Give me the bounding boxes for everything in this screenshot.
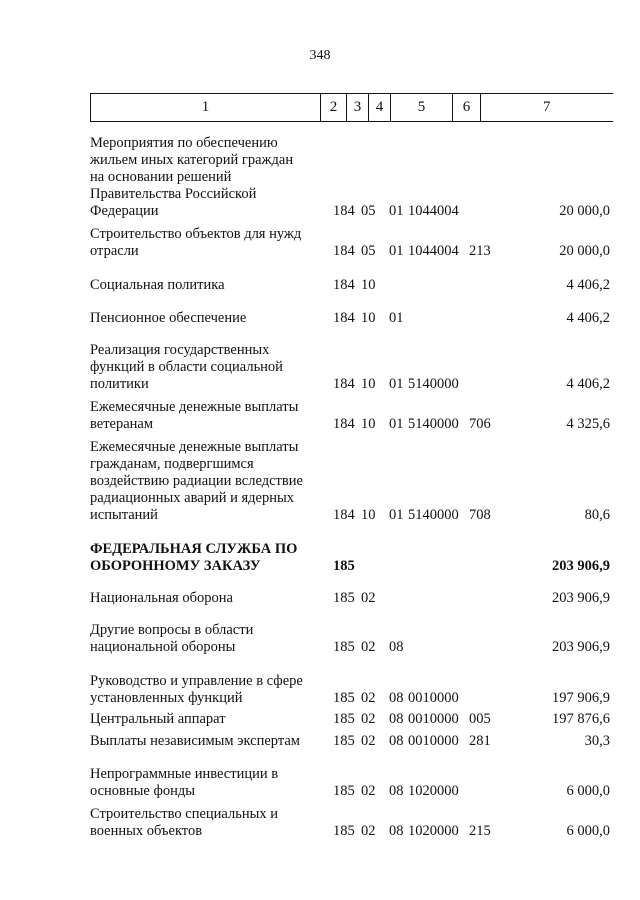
row-name-line: Реализация государственных (90, 342, 270, 358)
column-header-cell: 4 (369, 94, 391, 122)
code-ved: 185 (333, 639, 355, 655)
code-ved: 185 (333, 711, 355, 727)
table-row (0, 226, 640, 260)
code-csr: 5140000 (408, 416, 459, 432)
column-header-cell: 5 (391, 94, 453, 122)
row-amount: 80,6 (584, 507, 610, 523)
table-row (0, 342, 640, 393)
table-row (0, 541, 640, 575)
table-row (0, 806, 640, 840)
row-name-line: на основании решений (90, 169, 232, 185)
row-name-line: Строительство объектов для нужд (90, 226, 302, 242)
row-amount: 20 000,0 (559, 203, 610, 219)
code-pr: 08 (389, 711, 404, 727)
code-pr: 01 (389, 310, 404, 326)
code-pr: 08 (389, 690, 404, 706)
row-name-line: гражданам, подвергшимся (90, 456, 254, 472)
code-pr: 01 (389, 416, 404, 432)
row-name (90, 766, 325, 800)
code-ved: 185 (333, 823, 355, 839)
code-ved: 184 (333, 507, 355, 523)
row-name-line: жильем иных категорий граждан (90, 152, 294, 168)
row-amount: 30,3 (584, 733, 610, 749)
code-pr: 08 (389, 823, 404, 839)
row-amount: 6 000,0 (566, 783, 610, 799)
row-name-line: Социальная политика (90, 277, 225, 293)
row-name-line: политики (90, 376, 149, 392)
row-name (90, 277, 325, 294)
row-name-line: Федерации (90, 203, 159, 219)
code-pr: 01 (389, 507, 404, 523)
code-pr: 08 (389, 639, 404, 655)
row-amount: 6 000,0 (566, 823, 610, 839)
table-row (0, 135, 640, 220)
row-name-line: Выплаты независимым экспертам (90, 733, 300, 749)
code-ved: 184 (333, 416, 355, 432)
row-name-line: Строительство специальных и (90, 806, 278, 822)
row-name-line: основные фонды (90, 783, 195, 799)
code-csr: 1044004 (408, 203, 459, 219)
column-header-cell: 7 (481, 94, 613, 122)
row-name (90, 673, 325, 707)
row-name (90, 226, 325, 260)
code-vr: 708 (469, 507, 491, 523)
table-row (0, 277, 640, 294)
row-name (90, 135, 325, 220)
row-amount: 197 876,6 (552, 711, 610, 727)
table-row (0, 622, 640, 656)
code-rz: 05 (361, 243, 376, 259)
code-csr: 1020000 (408, 783, 459, 799)
code-csr: 0010000 (408, 690, 459, 706)
code-ved: 184 (333, 203, 355, 219)
column-header-cell: 6 (453, 94, 481, 122)
row-name-line: отрасли (90, 243, 139, 259)
code-csr: 1020000 (408, 823, 459, 839)
table-row (0, 399, 640, 433)
table-row (0, 439, 640, 524)
row-name-line: военных объектов (90, 823, 203, 839)
code-rz: 10 (361, 376, 376, 392)
row-name-line: Национальная оборона (90, 590, 233, 606)
row-amount: 4 325,6 (566, 416, 610, 432)
table-row (0, 711, 640, 728)
row-name-line: Другие вопросы в области (90, 622, 254, 638)
code-pr: 01 (389, 376, 404, 392)
code-pr: 08 (389, 783, 404, 799)
row-name-line: воздействию радиации вследствие (90, 473, 303, 489)
table-row (0, 673, 640, 707)
row-name-line: Пенсионное обеспечение (90, 310, 247, 326)
code-pr: 08 (389, 733, 404, 749)
row-name-line: Мероприятия по обеспечению (90, 135, 278, 151)
row-amount: 20 000,0 (559, 243, 610, 259)
page-number: 348 (309, 48, 331, 63)
code-vr: 215 (469, 823, 491, 839)
code-pr: 01 (389, 203, 404, 219)
code-ved: 184 (333, 376, 355, 392)
row-amount: 4 406,2 (566, 310, 610, 326)
table-row (0, 590, 640, 607)
code-rz: 02 (361, 711, 376, 727)
table-row (0, 310, 640, 327)
column-header-cell: 1 (91, 94, 321, 122)
column-header-cell: 2 (321, 94, 347, 122)
row-name (90, 541, 325, 575)
code-rz: 02 (361, 783, 376, 799)
code-ved: 184 (333, 243, 355, 259)
row-amount: 203 906,9 (552, 558, 610, 574)
row-name-line: Ежемесячные денежные выплаты (90, 399, 299, 415)
code-rz: 05 (361, 203, 376, 219)
code-ved: 185 (333, 690, 355, 706)
row-name (90, 399, 325, 433)
column-header-cell: 3 (347, 94, 369, 122)
column-header-row (91, 94, 613, 122)
row-name-line: ФЕДЕРАЛЬНАЯ СЛУЖБА ПО (90, 541, 298, 557)
code-csr: 5140000 (408, 376, 459, 392)
row-name-line: Руководство и управление в сфере (90, 673, 303, 689)
row-name (90, 711, 325, 728)
code-vr: 005 (469, 711, 491, 727)
row-name-line: функций в области социальной (90, 359, 283, 375)
row-name-line: установленных функций (90, 690, 243, 706)
code-vr: 706 (469, 416, 491, 432)
code-rz: 02 (361, 639, 376, 655)
code-csr: 1044004 (408, 243, 459, 259)
row-name (90, 733, 325, 750)
row-name-line: Непрограммные инвестиции в (90, 766, 279, 782)
code-rz: 02 (361, 733, 376, 749)
code-rz: 10 (361, 507, 376, 523)
row-name (90, 590, 325, 607)
row-name-line: ветеранам (90, 416, 154, 432)
row-name-line: Центральный аппарат (90, 711, 226, 727)
code-rz: 10 (361, 416, 376, 432)
row-name (90, 622, 325, 656)
row-name-line: ОБОРОННОМУ ЗАКАЗУ (90, 558, 261, 574)
code-rz: 10 (361, 310, 376, 326)
row-name (90, 439, 325, 524)
code-csr: 0010000 (408, 733, 459, 749)
row-amount: 4 406,2 (566, 376, 610, 392)
row-name (90, 806, 325, 840)
row-name-line: Ежемесячные денежные выплаты (90, 439, 299, 455)
code-vr: 281 (469, 733, 491, 749)
code-ved: 185 (333, 590, 355, 606)
row-name-line: испытаний (90, 507, 158, 523)
code-vr: 213 (469, 243, 491, 259)
row-amount: 197 906,9 (552, 690, 610, 706)
code-ved: 185 (333, 783, 355, 799)
row-name-line: радиационных аварий и ядерных (90, 490, 294, 506)
row-name (90, 310, 325, 327)
row-name (90, 342, 325, 393)
row-amount: 4 406,2 (566, 277, 610, 293)
code-rz: 02 (361, 823, 376, 839)
code-ved: 184 (333, 277, 355, 293)
code-ved: 184 (333, 310, 355, 326)
code-csr: 5140000 (408, 507, 459, 523)
row-name-line: Правительства Российской (90, 186, 257, 202)
table-row (0, 733, 640, 750)
code-pr: 01 (389, 243, 404, 259)
column-header-table (90, 93, 613, 122)
row-amount: 203 906,9 (552, 590, 610, 606)
code-rz: 10 (361, 277, 376, 293)
code-rz: 02 (361, 590, 376, 606)
code-ved: 185 (333, 733, 355, 749)
code-rz: 02 (361, 690, 376, 706)
table-row (0, 766, 640, 800)
code-csr: 0010000 (408, 711, 459, 727)
row-amount: 203 906,9 (552, 639, 610, 655)
row-name-line: национальной обороны (90, 639, 236, 655)
code-ved: 185 (333, 558, 355, 574)
